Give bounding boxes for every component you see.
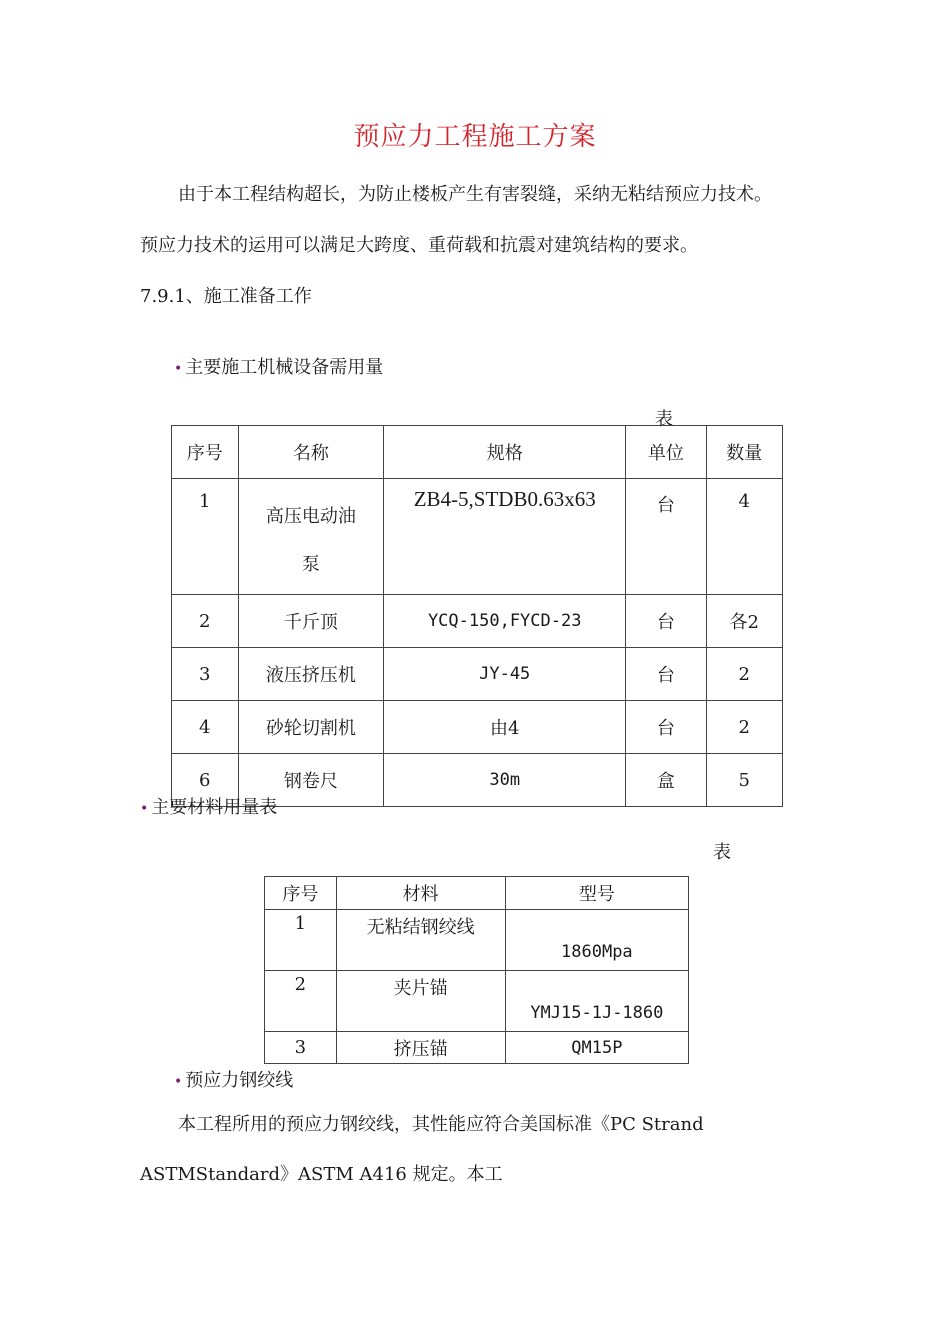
cell-qty: 4: [706, 479, 782, 595]
cell-model: YMJ15-1J-1860: [505, 971, 688, 1032]
cell-name: [238, 479, 384, 595]
header-cell: 规格: [384, 426, 626, 479]
cell-unit: 台: [626, 648, 706, 701]
header-cell: 材料: [336, 877, 505, 910]
strand-line-1: 本工程所用的预应力钢绞线，其性能应符合美国标准《PC Strand: [178, 1114, 704, 1135]
table-header-row: [265, 877, 689, 910]
header-cell: 名称: [238, 426, 384, 479]
table-row: [172, 648, 783, 701]
cell-material: 夹片锚: [336, 971, 505, 1032]
table-row: [265, 910, 689, 971]
cell-unit: 台: [626, 701, 706, 754]
header-cell: 单位: [626, 426, 706, 479]
equipment-bullet-text: 主要施工机械设备需用量: [185, 357, 384, 378]
cell-no: 3: [265, 1032, 337, 1064]
materials-table: [264, 876, 689, 1064]
intro-line-1: 由于本工程结构超长，为防止楼板产生有害裂缝，采纳无粘结预应力技术。: [178, 184, 772, 205]
cell-name: 砂轮切割机: [238, 701, 384, 754]
materials-bullet: [140, 793, 277, 819]
cell-no: 6: [172, 754, 239, 807]
cell-spec: 30m: [384, 754, 626, 807]
equipment-table-label: 表: [655, 409, 673, 430]
cell-no: 3: [172, 648, 239, 701]
table-row: [265, 1032, 689, 1064]
cell-material: 无粘结钢绞线: [336, 910, 505, 971]
header-cell: 型号: [505, 877, 688, 910]
strand-bullet-text: 预应力钢绞线: [185, 1070, 294, 1091]
cell-unit: 台: [626, 479, 706, 595]
cell-no: 4: [172, 701, 239, 754]
cell-no: 2: [265, 971, 337, 1032]
bullet-dot-icon: •: [174, 361, 183, 377]
cell-model: QM15P: [505, 1032, 688, 1064]
cell-unit: 盒: [626, 754, 706, 807]
table-row: [172, 595, 783, 648]
materials-bullet-text: 主要材料用量表: [151, 797, 278, 818]
cell-qty: 各2: [706, 595, 782, 648]
cell-name-line-1: 高压电动油: [265, 506, 356, 527]
header-cell: 数量: [706, 426, 782, 479]
equipment-bullet: [174, 353, 383, 379]
cell-no: 2: [172, 595, 239, 648]
cell-material: 挤压锚: [336, 1032, 505, 1064]
cell-name: 钢卷尺: [238, 754, 384, 807]
strand-bullet: [174, 1066, 293, 1092]
table-header-row: [172, 426, 783, 479]
cell-name: 千斤顶: [238, 595, 384, 648]
bullet-dot-icon: •: [140, 801, 149, 817]
intro-line-2: 预应力技术的运用可以满足大跨度、重荷载和抗震对建筑结构的要求。: [140, 235, 698, 256]
cell-qty: 5: [706, 754, 782, 807]
cell-spec: ZB4-5,STDB0.63x63: [384, 479, 626, 595]
section-heading: 7.9.1、施工准备工作: [140, 286, 312, 307]
cell-spec: JY-45: [384, 648, 626, 701]
cell-qty: 2: [706, 648, 782, 701]
bullet-dot-icon: •: [174, 1074, 183, 1090]
strand-line-2: ASTMStandard》ASTM A416 规定。本工: [140, 1164, 503, 1185]
document-title: 预应力工程施工方案: [353, 122, 597, 152]
cell-name: 液压挤压机: [238, 648, 384, 701]
equipment-table: [171, 425, 783, 807]
table-row: [172, 701, 783, 754]
cell-no: 1: [172, 479, 239, 595]
cell-spec: YCQ-150,FYCD-23: [384, 595, 626, 648]
cell-qty: 2: [706, 701, 782, 754]
header-cell: 序号: [265, 877, 337, 910]
materials-table-label: 表: [713, 842, 731, 863]
cell-no: 1: [265, 910, 337, 971]
header-cell: 序号: [172, 426, 239, 479]
table-row: [265, 971, 689, 1032]
cell-unit: 台: [626, 595, 706, 648]
cell-model: 1860Mpa: [505, 910, 688, 971]
table-row: [172, 479, 783, 595]
cell-name-line-2: 泵: [301, 554, 320, 575]
cell-spec: 由4: [384, 701, 626, 754]
